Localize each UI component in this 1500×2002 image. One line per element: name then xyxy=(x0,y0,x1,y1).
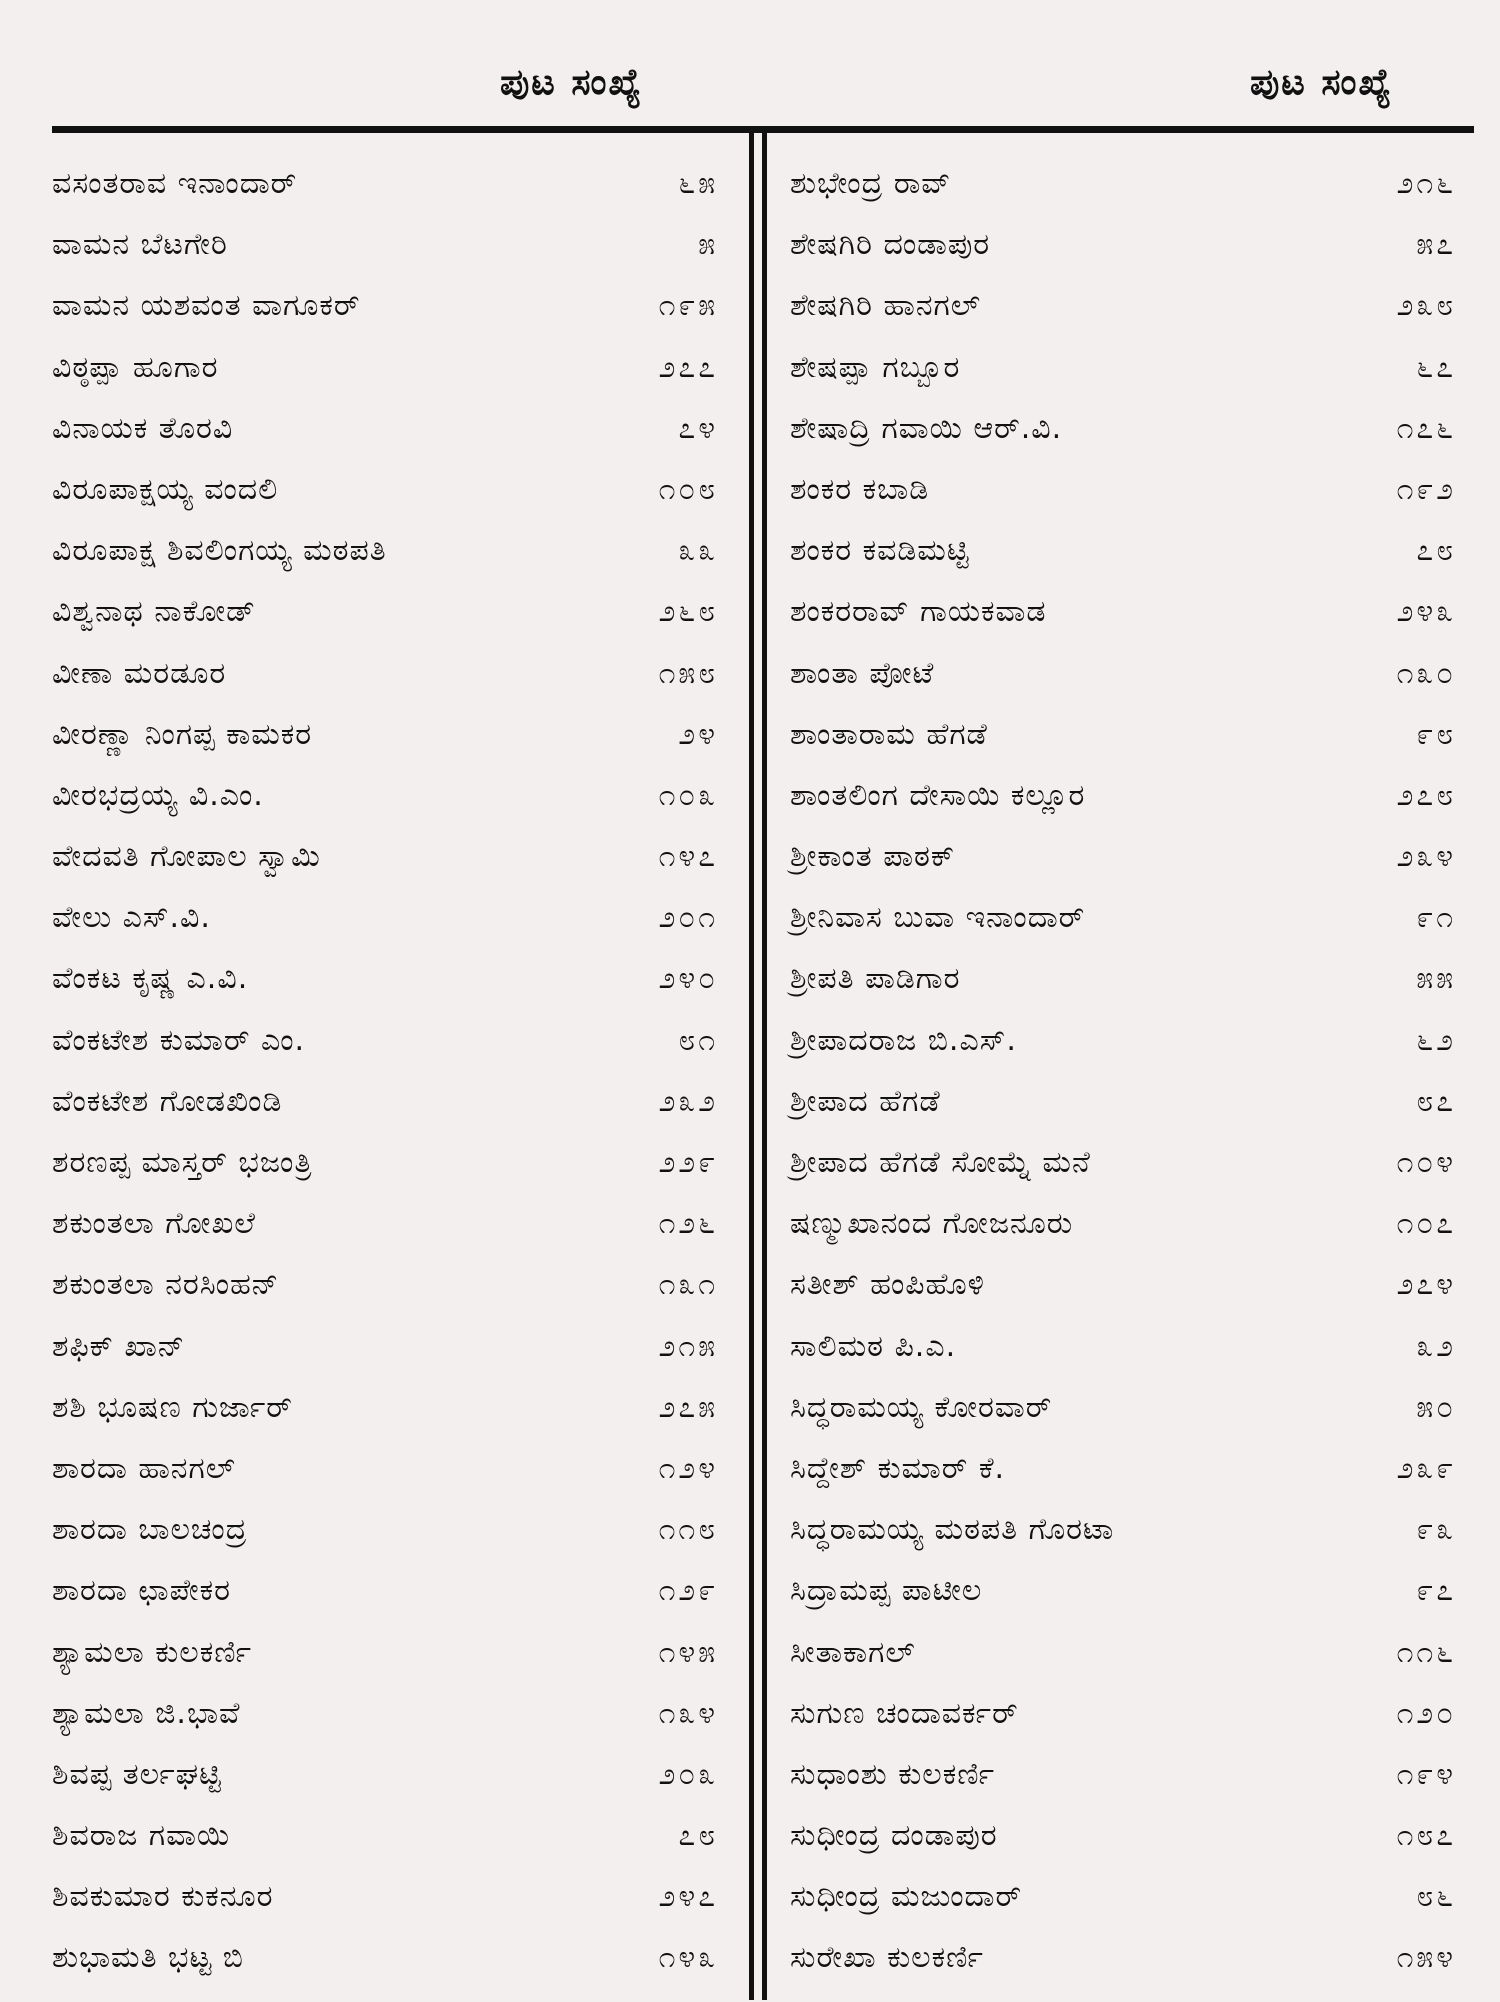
entry-name: ಶಾರದಾ ಛಾಪೇಕರ xyxy=(52,1573,232,1609)
index-entry xyxy=(52,1451,718,1512)
entry-page-number: ೫ xyxy=(698,227,718,263)
index-entry xyxy=(790,1512,1456,1573)
entry-name: ಶ್ರೀಪಾದರಾಜ ಬಿ.ಎಸ್. xyxy=(790,1022,1017,1058)
entry-name: ವಿರೂಪಾಕ್ಷಯ್ಯ ವಂದಲಿ xyxy=(52,471,279,507)
entry-name: ಶೇಷಗಿರಿ ಹಾನಗಲ್ xyxy=(790,288,981,324)
entry-name: ಸಿದ್ರಾಮಪ್ಪ ಪಾಟೀಲ xyxy=(790,1573,983,1609)
entry-name: ಸುಧೀಂದ್ರ ದಂಡಾಪುರ xyxy=(790,1818,998,1854)
entry-name: ಶಂಕರರಾವ್ ಗಾಯಕವಾಡ xyxy=(790,594,1047,630)
entry-name: ಶಿವರಾಜ ಗವಾಯಿ xyxy=(52,1818,231,1854)
index-entry xyxy=(52,1573,718,1634)
index-entry xyxy=(52,961,718,1022)
index-entry xyxy=(790,1696,1456,1757)
entry-name: ವಿನಾಯಕ ತೊರವಿ xyxy=(52,410,234,446)
entry-name: ಶ್ರೀಪಾದ ಹೆಗಡೆ xyxy=(790,1083,941,1119)
index-entry xyxy=(52,1084,718,1145)
entry-name: ಶೇಷಪ್ಪಾ ಗಬ್ಬೂರ xyxy=(790,349,961,385)
entry-page-number: ೧೯೨ xyxy=(1396,471,1456,507)
entry-name: ಷಣ್ಮುಖಾನಂದ ಗೋಜನೂರು xyxy=(790,1206,1074,1242)
entry-name: ಶ್ರೀಕಾಂತ ಪಾಠಕ್ xyxy=(790,839,956,875)
entry-page-number: ೩೩ xyxy=(678,533,718,569)
entry-name: ಶಾರದಾ ಹಾನಗಲ್ xyxy=(52,1450,236,1486)
entry-page-number: ೧೩೦ xyxy=(1396,655,1456,691)
entry-name: ಶಾರದಾ ಬಾಲಚಂದ್ರ xyxy=(52,1512,248,1548)
index-entry xyxy=(790,1206,1456,1267)
entry-name: ಸಿದ್ದೇಶ್ ಕುಮಾರ್ ಕೆ. xyxy=(790,1450,1006,1486)
index-entry xyxy=(52,1145,718,1206)
index-entry xyxy=(52,1635,718,1696)
right-column-heading: ಪುಟ ಸಂಖ್ಯೆ xyxy=(1250,62,1394,103)
entry-page-number: ೨೦೩ xyxy=(658,1756,718,1792)
index-entry xyxy=(52,656,718,717)
column-header-row xyxy=(0,62,1500,122)
entry-page-number: ೨೬೮ xyxy=(658,594,718,630)
entry-page-number: ೨೩೯ xyxy=(1396,1450,1456,1486)
entry-name: ಸಿದ್ಧರಾಮಯ್ಯ ಕೋರವಾರ್ xyxy=(790,1389,1053,1425)
entry-page-number: ೧೫೪ xyxy=(1396,1940,1456,1976)
entry-name: ವೆಂಕಟೇಶ ಗೋಡಖಿಂಡಿ xyxy=(52,1083,283,1119)
entry-name: ವೀರಭದ್ರಯ್ಯ ವಿ.ಎಂ. xyxy=(52,777,264,813)
entry-name: ಶಿವಪ್ಪ ತರ್ಲಘಟ್ಟಿ xyxy=(52,1756,222,1792)
index-entry xyxy=(52,1940,718,2001)
entry-name: ಶಂಕರ ಕವಡಿಮಟ್ಟಿ xyxy=(790,533,970,569)
entry-page-number: ೯೩ xyxy=(1416,1512,1456,1548)
entry-page-number: ೨೭೫ xyxy=(658,1389,718,1425)
entry-page-number: ೧೩೧ xyxy=(658,1267,718,1303)
entry-page-number: ೧೧೮ xyxy=(658,1512,718,1548)
entry-name: ಶ್ರೀನಿವಾಸ ಬುವಾ ಇನಾಂದಾರ್ xyxy=(790,900,1086,936)
left-index-column xyxy=(52,166,718,2002)
index-entry xyxy=(790,350,1456,411)
entry-name: ವೀಣಾ ಮರಡೂರ xyxy=(52,655,227,691)
index-entry xyxy=(790,839,1456,900)
index-entry xyxy=(52,1267,718,1328)
entry-name: ವಿಶ್ವನಾಥ ನಾಕೋಡ್ xyxy=(52,594,256,630)
entry-name: ಶಾಂತಾ ಪೋಟೆ xyxy=(790,655,935,691)
entry-page-number: ೨೪ xyxy=(678,716,718,752)
index-entry xyxy=(790,1390,1456,1451)
entry-name: ವೀರಣ್ಣಾ ನಿಂಗಪ್ಪ ಕಾಮಕರ xyxy=(52,716,313,752)
entry-page-number: ೧೨೯ xyxy=(658,1573,718,1609)
index-entry xyxy=(52,778,718,839)
entry-page-number: ೧೪೫ xyxy=(658,1634,718,1670)
entry-name: ಶುಭಾಮತಿ ಭಟ್ಟ ಬಿ xyxy=(52,1940,244,1976)
entry-page-number: ೨೪೭ xyxy=(658,1879,718,1915)
entry-page-number: ೨೩೪ xyxy=(1396,839,1456,875)
entry-page-number: ೧೪೭ xyxy=(658,839,718,875)
entry-page-number: ೧೯೫ xyxy=(658,288,718,324)
entry-page-number: ೨೧೬ xyxy=(1396,166,1456,201)
entry-name: ವೇದವತಿ ಗೋಪಾಲ ಸ್ವಾಮಿ xyxy=(52,839,321,875)
entry-page-number: ೧೨೬ xyxy=(658,1206,718,1242)
entry-page-number: ೧೩೪ xyxy=(658,1695,718,1731)
entry-page-number: ೧೫೮ xyxy=(658,655,718,691)
index-entry xyxy=(790,533,1456,594)
entry-page-number: ೭೮ xyxy=(678,1818,718,1854)
index-entry xyxy=(52,1390,718,1451)
entry-name: ವಾಮನ ಯಶವಂತ ವಾಗೂಕರ್ xyxy=(52,288,361,324)
entry-name: ವಿಠ್ಠಪ್ಪಾ ಹೂಗಾರ xyxy=(52,349,219,385)
index-entry xyxy=(52,472,718,533)
entry-page-number: ೫೦ xyxy=(1416,1389,1456,1425)
entry-name: ವಾಮನ ಬೆಟಗೇರಿ xyxy=(52,227,228,263)
entry-name: ಶಕುಂತಲಾ ನರಸಿಂಹನ್ xyxy=(52,1267,280,1303)
entry-name: ವಸಂತರಾವ ಇನಾಂದಾರ್ xyxy=(52,166,298,201)
index-entry xyxy=(790,1267,1456,1328)
entry-page-number: ೨೦೧ xyxy=(658,900,718,936)
entry-name: ವೆಂಕಟ ಕೃಷ್ಣ ಎ.ವಿ. xyxy=(52,961,249,997)
entry-name: ವೆಂಕಟೇಶ ಕುಮಾರ್ ಎಂ. xyxy=(52,1022,306,1058)
index-entry xyxy=(790,656,1456,717)
index-entry xyxy=(790,1145,1456,1206)
entry-name: ಸುಗುಣ ಚಂದಾವರ್ಕರ್ xyxy=(790,1695,1019,1731)
index-entry xyxy=(52,411,718,472)
entry-page-number: ೧೨೪ xyxy=(658,1450,718,1486)
index-entry xyxy=(52,1757,718,1818)
entry-page-number: ೬೫ xyxy=(678,166,718,201)
entry-page-number: ೬೭ xyxy=(1416,349,1456,385)
entry-name: ಶಾಂತಾರಾಮ ಹೆಗಡೆ xyxy=(790,716,988,752)
entry-page-number: ೨೭೮ xyxy=(1396,777,1456,813)
right-index-column xyxy=(790,166,1456,2002)
entry-page-number: ೨೪೦ xyxy=(658,961,718,997)
entry-page-number: ೮೭ xyxy=(1416,1083,1456,1119)
entry-page-number: ೨೨೯ xyxy=(658,1145,718,1180)
entry-page-number: ೬೨ xyxy=(1416,1022,1456,1058)
index-entry xyxy=(790,1023,1456,1084)
entry-page-number: ೩೨ xyxy=(1416,1328,1456,1364)
index-entry xyxy=(790,1451,1456,1512)
entry-page-number: ೯೭ xyxy=(1416,1573,1456,1609)
entry-page-number: ೯೧ xyxy=(1416,900,1456,936)
index-entry xyxy=(52,717,718,778)
index-entry xyxy=(52,1696,718,1757)
index-entry xyxy=(790,1818,1456,1879)
index-entry xyxy=(790,1879,1456,1940)
entry-page-number: ೮೧ xyxy=(678,1022,718,1058)
entry-name: ಸುಧಾಂಶು ಕುಲಕರ್ಣಿ xyxy=(790,1756,996,1792)
entry-name: ಸತೀಶ್ ಹಂಪಿಹೊಳಿ xyxy=(790,1267,985,1303)
index-entry xyxy=(790,288,1456,349)
index-entry xyxy=(790,961,1456,1022)
entry-page-number: ೧೮೭ xyxy=(1396,1818,1456,1854)
index-entry xyxy=(52,350,718,411)
column-divider-line xyxy=(749,133,754,2000)
entry-page-number: ೧೦೭ xyxy=(1396,1206,1456,1242)
entry-name: ಸುರೇಖಾ ಕುಲಕರ್ಣಿ xyxy=(790,1940,984,1976)
entry-name: ಶಶಿ ಭೂಷಣ ಗುರ್ಜಾರ್ xyxy=(52,1389,293,1425)
entry-page-number: ೧೧೬ xyxy=(1396,1634,1456,1670)
entry-page-number: ೫೫ xyxy=(1416,961,1456,997)
entry-name: ವಿರೂಪಾಕ್ಷ ಶಿವಲಿಂಗಯ್ಯ ಮಠಪತಿ xyxy=(52,533,387,569)
entry-page-number: ೫೭ xyxy=(1416,227,1456,263)
entry-page-number: ೮೬ xyxy=(1416,1879,1456,1915)
index-entry xyxy=(52,227,718,288)
index-entry xyxy=(52,288,718,349)
column-divider-line xyxy=(762,133,767,2000)
index-entry xyxy=(790,717,1456,778)
entry-name: ಶರಣಪ್ಪ ಮಾಸ್ತರ್ ಭಜಂತ್ರಿ xyxy=(52,1145,313,1180)
index-entry xyxy=(52,1023,718,1084)
entry-name: ಶಂಕರ ಕಬಾಡಿ xyxy=(790,471,930,507)
index-entry xyxy=(790,1573,1456,1634)
index-entry xyxy=(52,900,718,961)
index-entry xyxy=(52,1329,718,1390)
index-entry xyxy=(52,594,718,655)
entry-page-number: ೨೪೩ xyxy=(1396,594,1456,630)
entry-name: ಶೇಷಾದ್ರಿ ಗವಾಯಿ ಆರ್.ವಿ. xyxy=(790,410,1063,446)
index-entry xyxy=(52,166,718,227)
entry-name: ಸೀತಾಕಾಗಲ್ xyxy=(790,1634,916,1670)
entry-page-number: ೧೦೪ xyxy=(1396,1145,1456,1180)
entry-name: ಶ್ಯಾಮಲಾ ಕುಲಕರ್ಣಿ xyxy=(52,1634,253,1670)
index-entry xyxy=(52,1818,718,1879)
entry-page-number: ೨೭೭ xyxy=(658,349,718,385)
entry-name: ಶಫಿಕ್ ಖಾನ್ xyxy=(52,1328,186,1364)
entry-name: ಶ್ರೀಪಾದ ಹೆಗಡೆ ಸೋಮ್ನೆ ಮನೆ xyxy=(790,1145,1091,1180)
index-entry xyxy=(790,1757,1456,1818)
entry-name: ಶ್ಯಾಮಲಾ ಜಿ.ಭಾವೆ xyxy=(52,1695,241,1731)
entry-name: ಸಿದ್ಧರಾಮಯ್ಯ ಮಠಪತಿ ಗೊರಟಾ xyxy=(790,1512,1115,1548)
entry-name: ಶುಭೇಂದ್ರ ರಾವ್ xyxy=(790,166,952,201)
entry-page-number: ೧೯೪ xyxy=(1396,1756,1456,1792)
entry-page-number: ೧೦೮ xyxy=(658,471,718,507)
index-entry xyxy=(52,1879,718,1940)
entry-name: ಸಾಲಿಮಠ ಪಿ.ಎ. xyxy=(790,1328,957,1364)
index-entry xyxy=(790,1084,1456,1145)
index-entry xyxy=(790,1635,1456,1696)
index-entry xyxy=(790,472,1456,533)
entry-page-number: ೨೭೪ xyxy=(1396,1267,1456,1303)
index-entry xyxy=(790,594,1456,655)
index-entry xyxy=(790,1940,1456,2001)
index-entry xyxy=(52,1206,718,1267)
index-entry xyxy=(790,411,1456,472)
index-entry xyxy=(790,166,1456,227)
entry-page-number: ೧೨೦ xyxy=(1396,1695,1456,1731)
index-entry xyxy=(790,778,1456,839)
entry-name: ಶ್ರೀಪತಿ ಪಾಡಿಗಾರ xyxy=(790,961,961,997)
entry-name: ಶೇಷಗಿರಿ ದಂಡಾಪುರ xyxy=(790,227,991,263)
index-entry xyxy=(52,1512,718,1573)
entry-page-number: ೭೮ xyxy=(1416,533,1456,569)
entry-name: ಶಿವಕುಮಾರ ಕುಕನೂರ xyxy=(52,1879,274,1915)
entry-name: ಶಾಂತಲಿಂಗ ದೇಸಾಯಿ ಕಲ್ಲೂರ xyxy=(790,777,1086,813)
entry-name: ಶಕುಂತಲಾ ಗೋಖಲೆ xyxy=(52,1206,256,1242)
index-entry xyxy=(790,227,1456,288)
entry-page-number: ೨೧೫ xyxy=(658,1328,718,1364)
index-entry xyxy=(790,900,1456,961)
index-entry xyxy=(52,839,718,900)
entry-name: ವೇಲು ಎಸ್.ವಿ. xyxy=(52,900,211,936)
entry-page-number: ೧೦೩ xyxy=(658,777,718,813)
entry-page-number: ೯೮ xyxy=(1416,716,1456,752)
index-entry xyxy=(790,1329,1456,1390)
header-divider xyxy=(52,126,1474,133)
entry-page-number: ೭೪ xyxy=(678,410,718,446)
entry-page-number: ೨೩೮ xyxy=(1396,288,1456,324)
index-entry xyxy=(52,533,718,594)
entry-name: ಸುಧೀಂದ್ರ ಮಜುಂದಾರ್ xyxy=(790,1879,1023,1915)
entry-page-number: ೧೪೩ xyxy=(658,1940,718,1976)
entry-page-number: ೧೭೬ xyxy=(1396,410,1456,446)
entry-page-number: ೨೩೨ xyxy=(658,1083,718,1119)
left-column-heading: ಪುಟ ಸಂಖ್ಯೆ xyxy=(500,62,644,103)
